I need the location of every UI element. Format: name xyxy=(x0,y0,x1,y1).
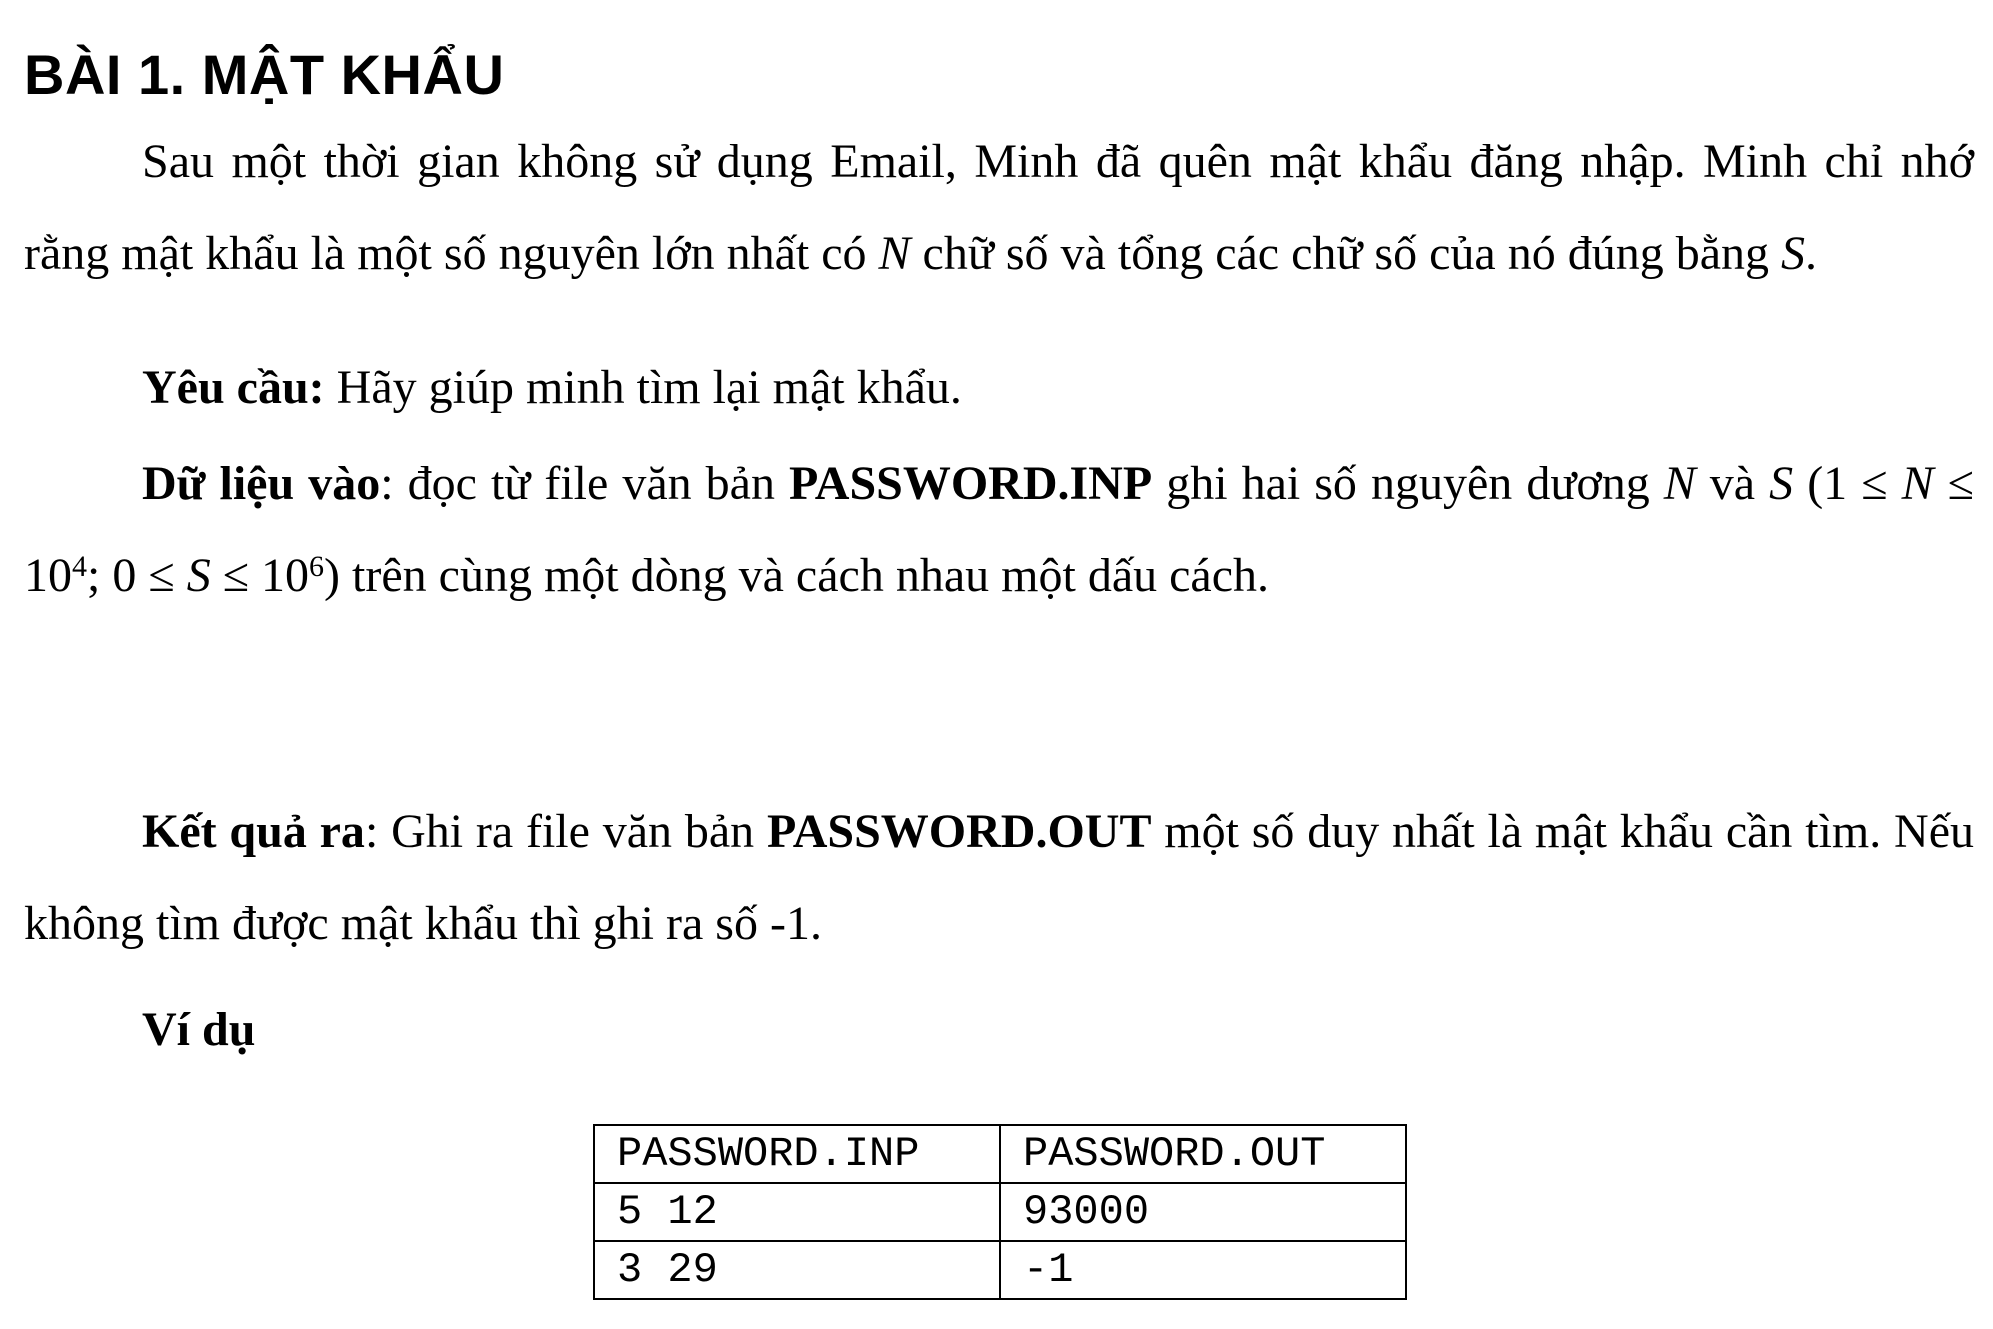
input-label: Dữ liệu vào xyxy=(142,457,381,510)
output-text: : Ghi ra file văn bản xyxy=(364,805,767,858)
variable-s: S xyxy=(1781,227,1806,280)
variable-s: S xyxy=(186,549,211,602)
exponent: 6 xyxy=(309,550,325,583)
example-table xyxy=(593,1124,1407,1300)
constraint-text: ≤ 10 xyxy=(210,549,310,602)
table-header-row xyxy=(594,1125,1406,1183)
example-heading: Ví dụ xyxy=(142,1003,256,1056)
table-cell: 93000 xyxy=(1000,1183,1406,1241)
page-title: BÀI 1. MẬT KHẨU xyxy=(24,43,505,106)
exponent: 4 xyxy=(72,550,87,583)
variable-n: N xyxy=(1901,457,1934,510)
input-text: và xyxy=(1695,457,1770,510)
input-paragraph xyxy=(24,438,1974,622)
table-row xyxy=(594,1183,1406,1241)
constraint-text: ≤ 10 xyxy=(24,457,1975,602)
input-text: : đọc từ file văn bản xyxy=(380,457,790,510)
table-cell: 3 29 xyxy=(594,1241,1000,1299)
requirement-text: Hãy giúp minh tìm lại mật khẩu. xyxy=(324,361,962,414)
output-paragraph xyxy=(24,786,1974,970)
intro-text: chữ số và tổng các chữ số của nó đúng bằng xyxy=(910,227,1782,280)
table-header-cell: PASSWORD.OUT xyxy=(1000,1125,1406,1183)
table-row xyxy=(594,1241,1406,1299)
output-text: một số duy nhất là mật khẩu cần tìm. Nếu không tìm được mật khẩu thì ghi ra số -1. xyxy=(24,805,1975,950)
intro-paragraph xyxy=(24,116,1974,300)
intro-text: Sau một thời gian không sử dụng Email, Minh đã quên mật khẩu đăng nhập. Minh chỉ nhớ rằng mật khẩu là một số nguyên lớn nhất có xyxy=(24,135,1974,280)
variable-n: N xyxy=(878,227,911,280)
table-header-cell: PASSWORD.INP xyxy=(594,1125,1000,1183)
variable-n: N xyxy=(1663,457,1696,510)
requirement-paragraph xyxy=(24,342,1974,434)
constraint-text: ) trên cùng một dòng và cách nhau một dấu cách. xyxy=(324,549,1270,602)
constraint-text: (1 ≤ xyxy=(1793,457,1902,510)
output-filename: PASSWORD.OUT xyxy=(766,805,1152,858)
variable-s: S xyxy=(1769,457,1794,510)
table-cell: 5 12 xyxy=(594,1183,1000,1241)
input-text: ghi hai số nguyên dương xyxy=(1152,457,1664,510)
requirement-label: Yêu cầu: xyxy=(142,361,325,414)
intro-text: . xyxy=(1805,227,1818,280)
input-filename: PASSWORD.INP xyxy=(789,457,1153,510)
table-cell: -1 xyxy=(1000,1241,1406,1299)
constraint-text: ; 0 ≤ xyxy=(87,549,187,602)
output-label: Kết quả ra xyxy=(142,805,365,858)
